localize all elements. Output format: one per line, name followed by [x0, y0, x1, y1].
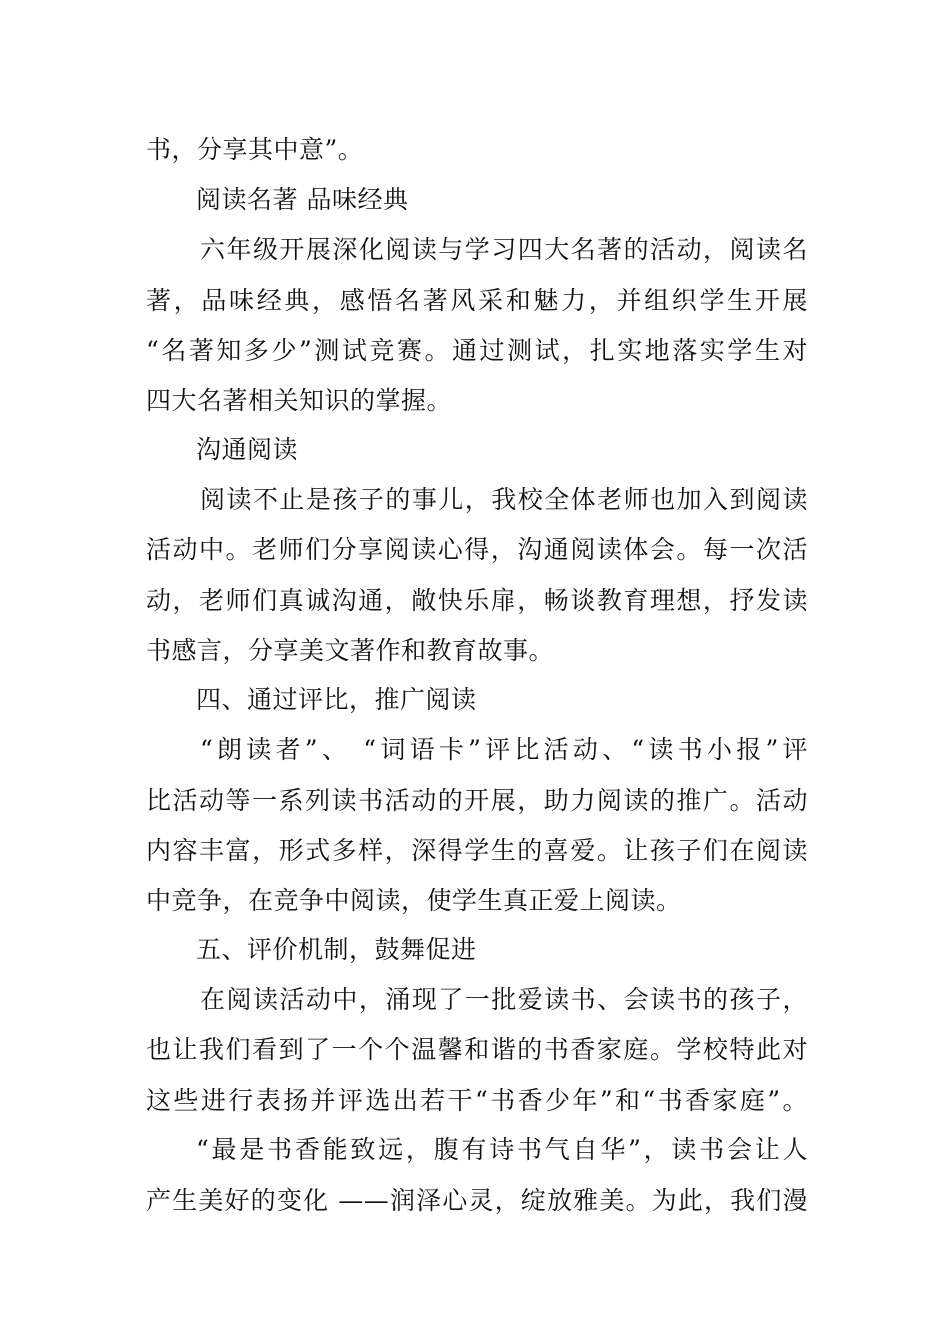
paragraph-line: 活动中。老师们分享阅读心得，沟通阅读体会。每一次活 — [146, 535, 808, 564]
paragraph-line: 六年级开展深化阅读与学习四大名著的活动，阅读名 — [200, 235, 808, 264]
section-heading: 四、通过评比，推广阅读 — [196, 685, 477, 714]
section-heading: 沟通阅读 — [196, 435, 299, 464]
paragraph-line: 动，老师们真诚沟通，敞快乐扉，畅谈教育理想，抒发读 — [146, 586, 808, 615]
section-heading: 五、评价机制，鼓舞促进 — [196, 935, 477, 964]
paragraph-line: 四大名著相关知识的掌握。 — [146, 386, 453, 415]
paragraph-line: 这些进行表扬并评选出若干“书香少年”和“书香家庭”。 — [146, 1086, 808, 1115]
paragraph-line: 也让我们看到了一个个温馨和谐的书香家庭。学校特此对 — [146, 1035, 808, 1064]
paragraph-line: 著，品味经典，感悟名著风采和魅力，并组织学生开展 — [146, 286, 808, 315]
paragraph-line: “最是书香能致远，腹有诗书气自华”，读书会让人 — [196, 1135, 808, 1164]
section-heading: 阅读名著 品味经典 — [196, 185, 409, 214]
paragraph-line: 在阅读活动中，涌现了一批爱读书、会读书的孩子， — [200, 985, 808, 1014]
paragraph-line: 中竞争，在竞争中阅读，使学生真正爱上阅读。 — [146, 886, 682, 915]
paragraph-line: 比活动等一系列读书活动的开展，助力阅读的推广。活动 — [146, 786, 808, 815]
paragraph-line: 内容丰富，形式多样，深得学生的喜爱。让孩子们在阅读 — [146, 836, 808, 865]
paragraph-line: 产生美好的变化 ——润泽心灵，绽放雅美。为此，我们漫 — [146, 1186, 808, 1215]
paragraph-line: 书感言，分享美文著作和教育故事。 — [146, 636, 555, 665]
paragraph-line: 阅读不止是孩子的事儿，我校全体老师也加入到阅读 — [200, 485, 808, 514]
paragraph-line: “朗读者”、 “词语卡”评比活动、“读书小报”评 — [200, 735, 808, 764]
paragraph-line: “名著知多少”测试竞赛。通过测试，扎实地落实学生对 — [146, 336, 808, 365]
paragraph-line: 书，分享其中意”。 — [146, 135, 364, 164]
